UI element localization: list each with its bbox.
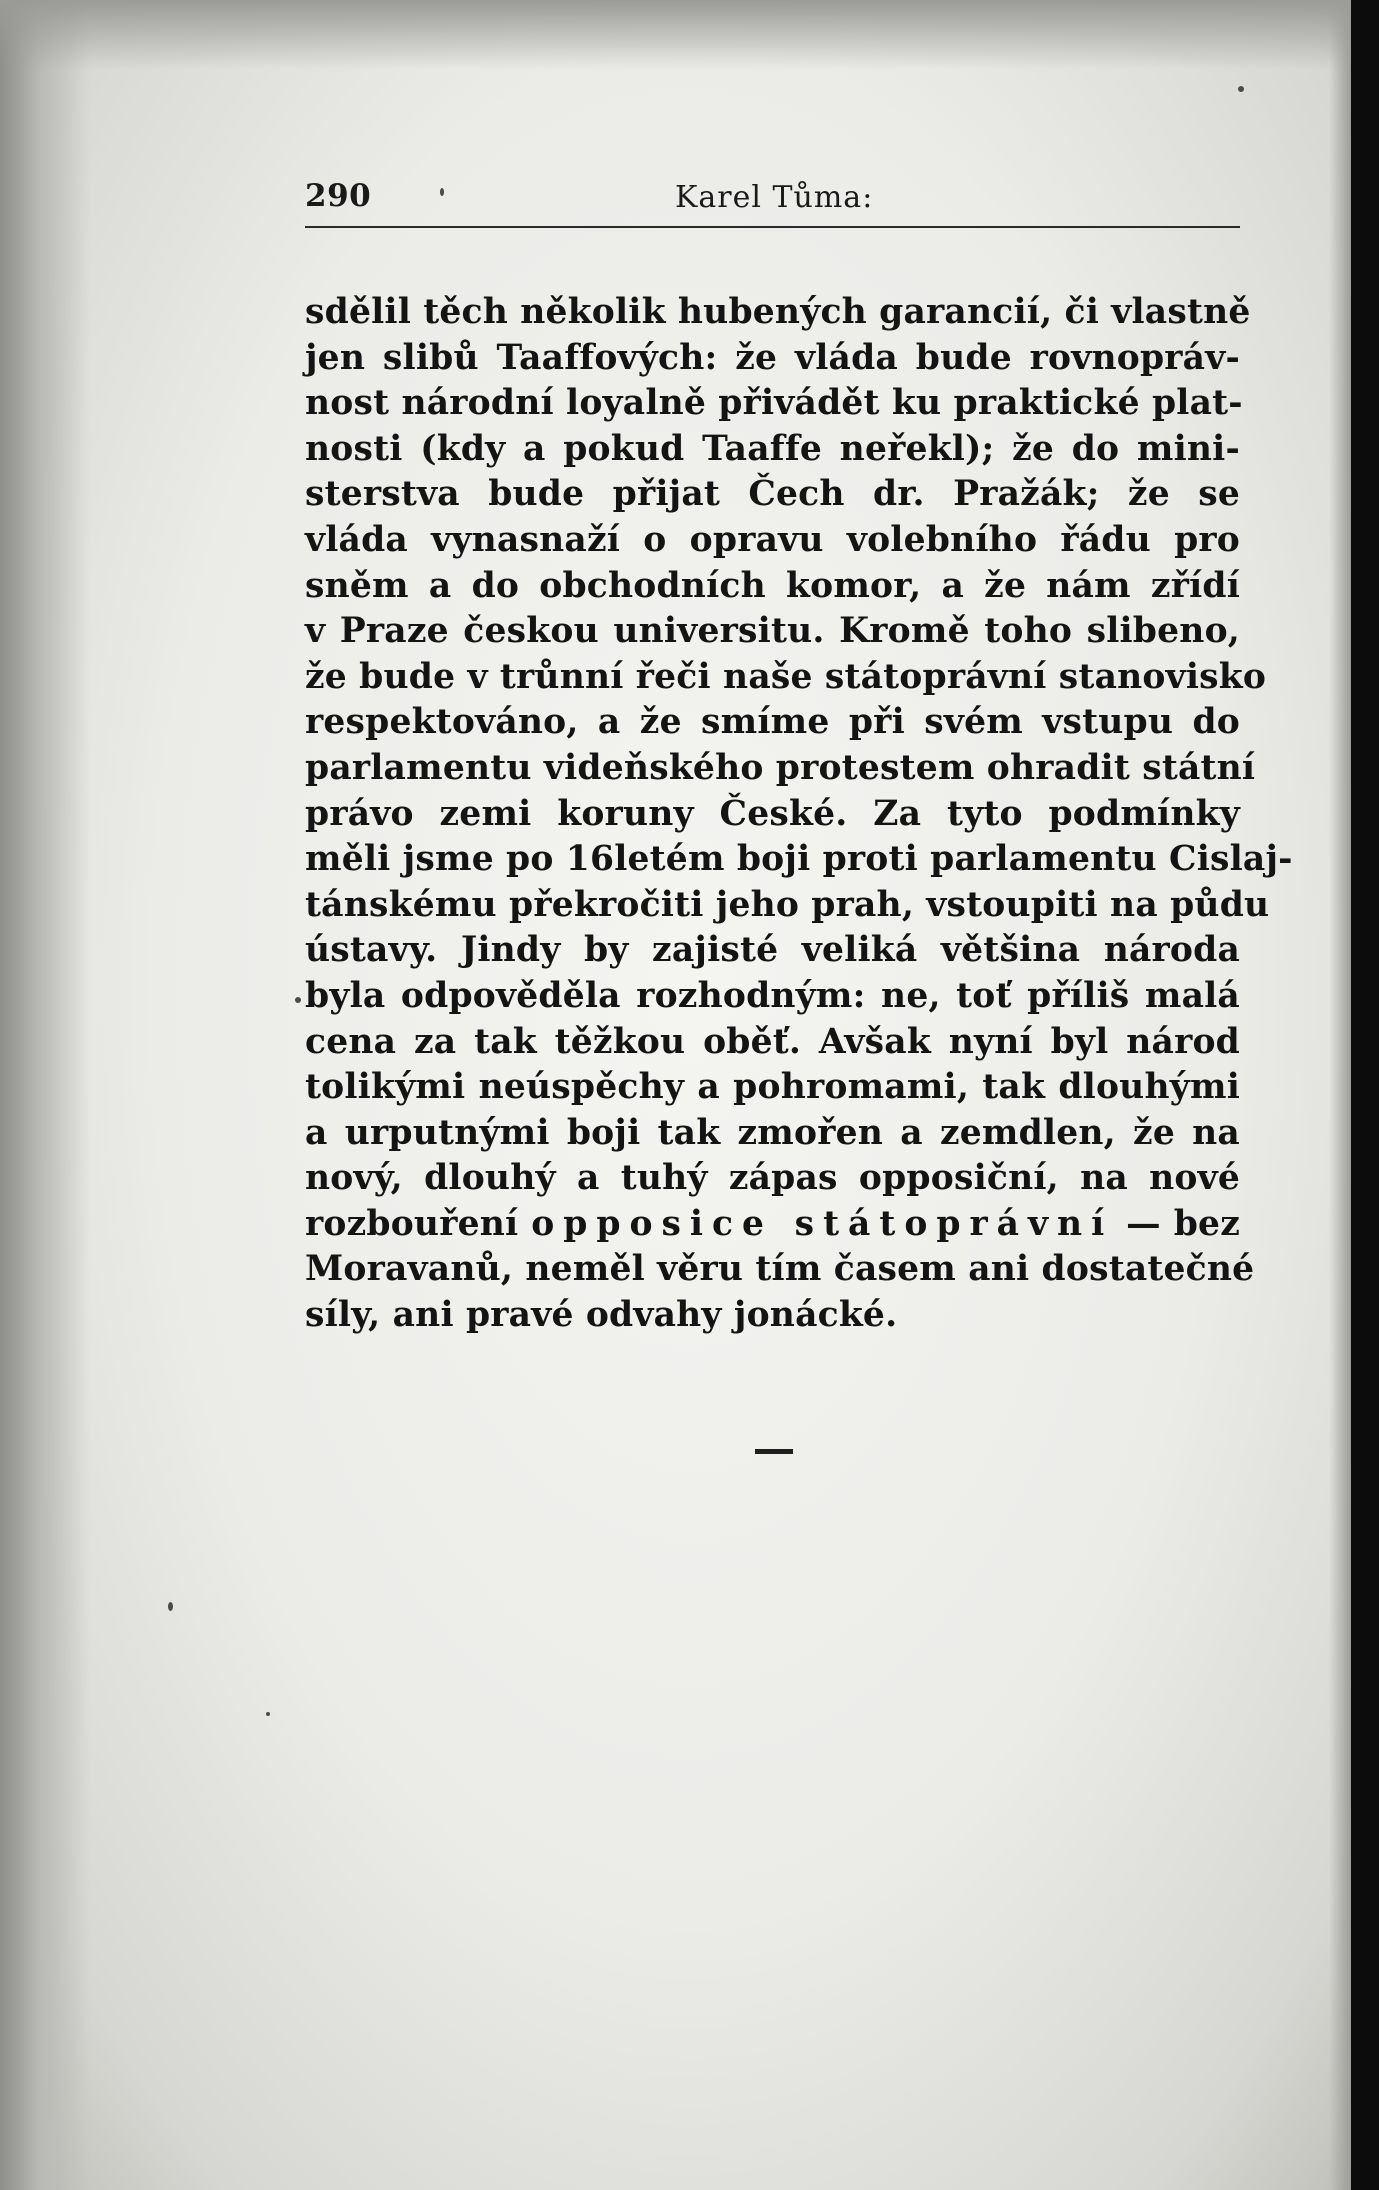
dust-speck [1238,86,1244,92]
text-line: právo zemi koruny České. Za tyto podmínky [305,793,1240,834]
text-line: cena za tak těžkou oběť. Avšak nyní byl národ [305,1021,1240,1062]
text-line: a urputnými boji tak zmořen a zemdlen, že na [305,1112,1240,1153]
text-line: síly, ani pravé odvahy jonácké. [305,1295,898,1336]
dust-speck [266,1712,270,1716]
text-line: v Praze českou universitu. Kromě toho slibeno, [305,611,1240,652]
text-line: nový, dlouhý a tuhý zápas opposiční, na nové [305,1158,1240,1199]
text-line: respektováno, a že smíme při svém vstupu do [305,702,1240,743]
text-line: měli jsme po 16letém boji proti parlamentu Cislaj- [305,839,1293,880]
text-segment: rozbouření [305,1203,519,1244]
text-line-spaced [305,1202,1240,1248]
text-line: že bude v trůnní řeči naše státoprávní stanovisko [305,656,1267,697]
dust-speck [295,997,301,1003]
text-segment: — bez [1126,1203,1240,1244]
page-edge-shadow [1329,0,1351,2190]
text-line: sterstva bude přijat Čech dr. Pražák; že se [305,474,1240,515]
text-line: sněm a do obchodních komor, a že nám zřídí [305,565,1240,606]
dust-speck [168,1602,173,1611]
body-text [305,290,1293,1339]
text-line: nosti (kdy a pokud Taaffe neřekl); že do mini- [305,428,1240,469]
text-line: vláda vynasnaží o opravu volebního řádu pro [305,519,1240,560]
spaced-emphasis: opposice státoprávní [531,1203,1114,1244]
binding-shadow [0,0,90,2190]
page-number: 290 [305,178,372,214]
page-header [305,178,1240,228]
text-line: nost národní loyalně přivádět ku praktické plat- [305,383,1243,424]
text-line: sdělil těch několik hubených garancií, či vlastně [305,292,1251,332]
text-line: Moravanů, neměl věru tím časem ani dostatečné [305,1249,1255,1290]
text-line: parlamentu videňského protestem ohradit státní [305,747,1256,788]
dust-speck [440,188,444,196]
top-shadow [0,0,1379,70]
text-line: jen slibů Taaffových: že vláda bude rovnopráv- [305,337,1240,378]
page-edge [1351,0,1379,2190]
section-end-rule [755,1449,793,1454]
text-line: tánskému překročiti jeho prah, vstoupiti na půdu [305,884,1270,925]
running-head: Karel Tůma: [675,180,874,215]
text-line: ústavy. Jindy by zajisté veliká většina národa [305,930,1240,971]
text-line: tolikými neúspěchy a pohromami, tak dlouhými [305,1067,1240,1108]
text-line: byla odpověděla rozhodným: ne, toť příliš malá [305,975,1240,1016]
